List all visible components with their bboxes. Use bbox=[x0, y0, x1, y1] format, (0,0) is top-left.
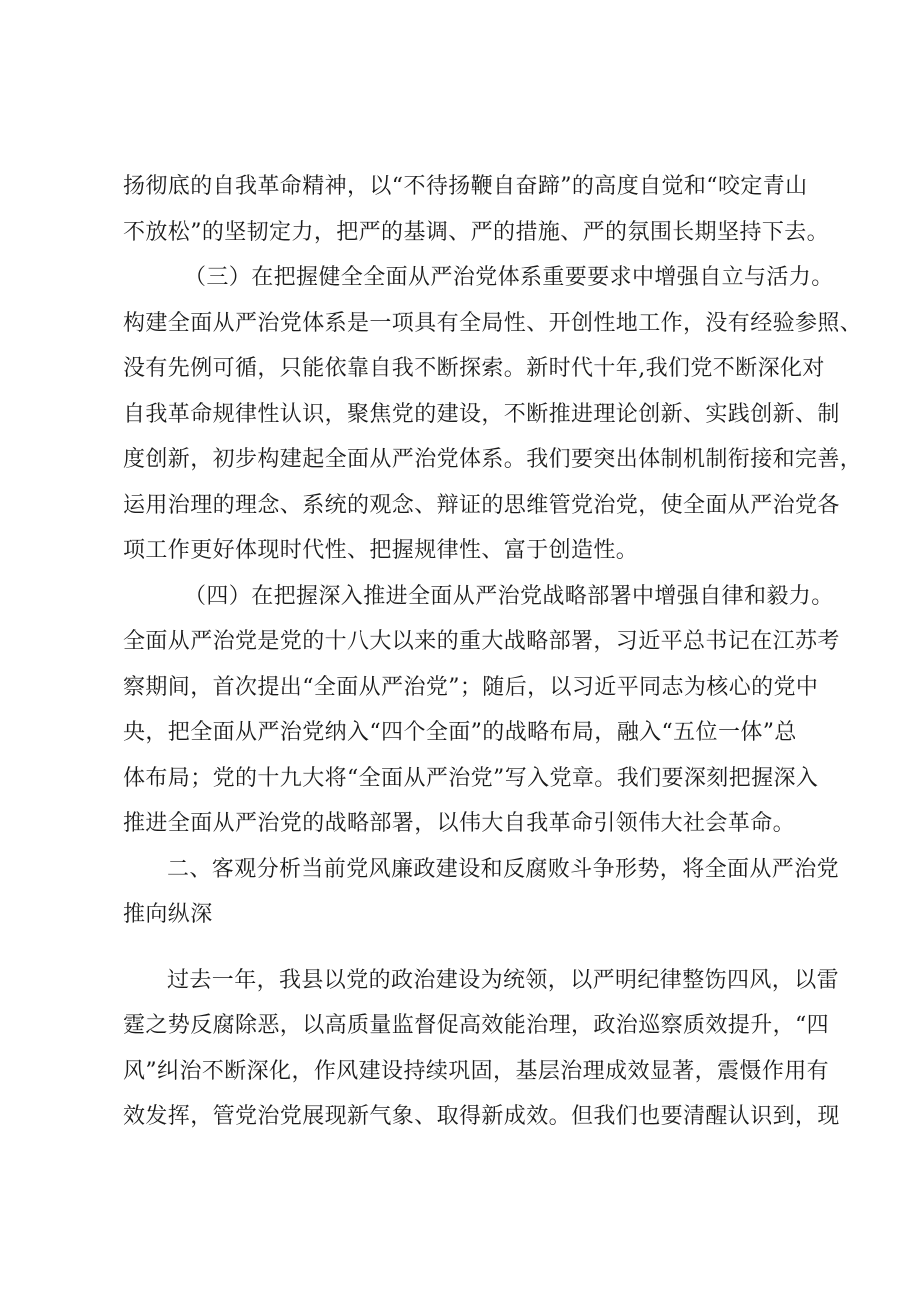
text-line: 自我革命规律性认识，聚焦党的建设，不断推进理论创新、实践创新、制 bbox=[123, 401, 840, 427]
text-line: 构建全面从严治党体系是一项具有全局性、开创性地工作，没有经验参照、 bbox=[123, 310, 863, 336]
text-line: 没有先例可循，只能依靠自我不断探索。新时代十年,我们党不断深化对 bbox=[123, 356, 825, 381]
text-line: 项工作更好体现时代性、把握规律性、富于创造性。 bbox=[123, 538, 639, 563]
text-line: 体布局；党的十九大将“全面从严治党”写入党章。我们要深刻把握深入 bbox=[123, 765, 819, 791]
part-two-heading: 二、客观分析当前党风廉政建设和反腐败斗争形势，将全面从严治党 bbox=[167, 856, 840, 882]
text-line: 扬彻底的自我革命精神，以“不待扬鞭自奋蹄”的高度自觉和“咬定青山 bbox=[123, 174, 808, 199]
text-line: 霆之势反腐除恶，以高质量监督促高效能治理，政治巡察质效提升，“四 bbox=[123, 1013, 830, 1038]
paragraph-start: 过去一年，我县以党的政治建设为统领，以严明纪律整饬四风，以雷 bbox=[167, 967, 840, 993]
text-line: 不放松”的坚韧定力，把严的基调、严的措施、严的氛围长期坚持下去。 bbox=[123, 219, 830, 245]
section-heading-4: （四）在把握深入推进全面从严治党战略部署中增强自律和毅力。 bbox=[184, 583, 834, 609]
section-heading-3: （三）在把握健全全面从严治党体系重要要求中增强自立与活力。 bbox=[184, 265, 834, 290]
text-line: 察期间，首次提出“全面从严治党”；随后，以习近平同志为核心的党中 bbox=[123, 674, 819, 700]
document-body bbox=[123, 164, 863, 1140]
text-line: 全面从严治党是党的十八大以来的重大战略部署，习近平总书记在江苏考 bbox=[123, 629, 840, 654]
text-line: 效发挥，管党治党展现新气象、取得新成效。但我们也要清醒认识到，现 bbox=[123, 1104, 840, 1129]
text-line: 度创新，初步构建起全面从严治党体系。我们要突出体制机制衔接和完善， bbox=[123, 447, 863, 472]
text-line: 运用治理的理念、系统的观念、辩证的思维管党治党，使全面从严治党各 bbox=[123, 492, 840, 518]
part-two-heading-cont: 推向纵深 bbox=[123, 902, 213, 927]
text-line: 风”纠治不断深化，作风建设持续巩固，基层治理成效显著，震慑作用有 bbox=[123, 1058, 830, 1084]
text-line: 推进全面从严治党的战略部署，以伟大自我革命引领伟大社会革命。 bbox=[123, 811, 796, 836]
text-line: 央，把全面从严治党纳入“四个全面”的战略布局，融入“五位一体”总 bbox=[123, 720, 797, 745]
